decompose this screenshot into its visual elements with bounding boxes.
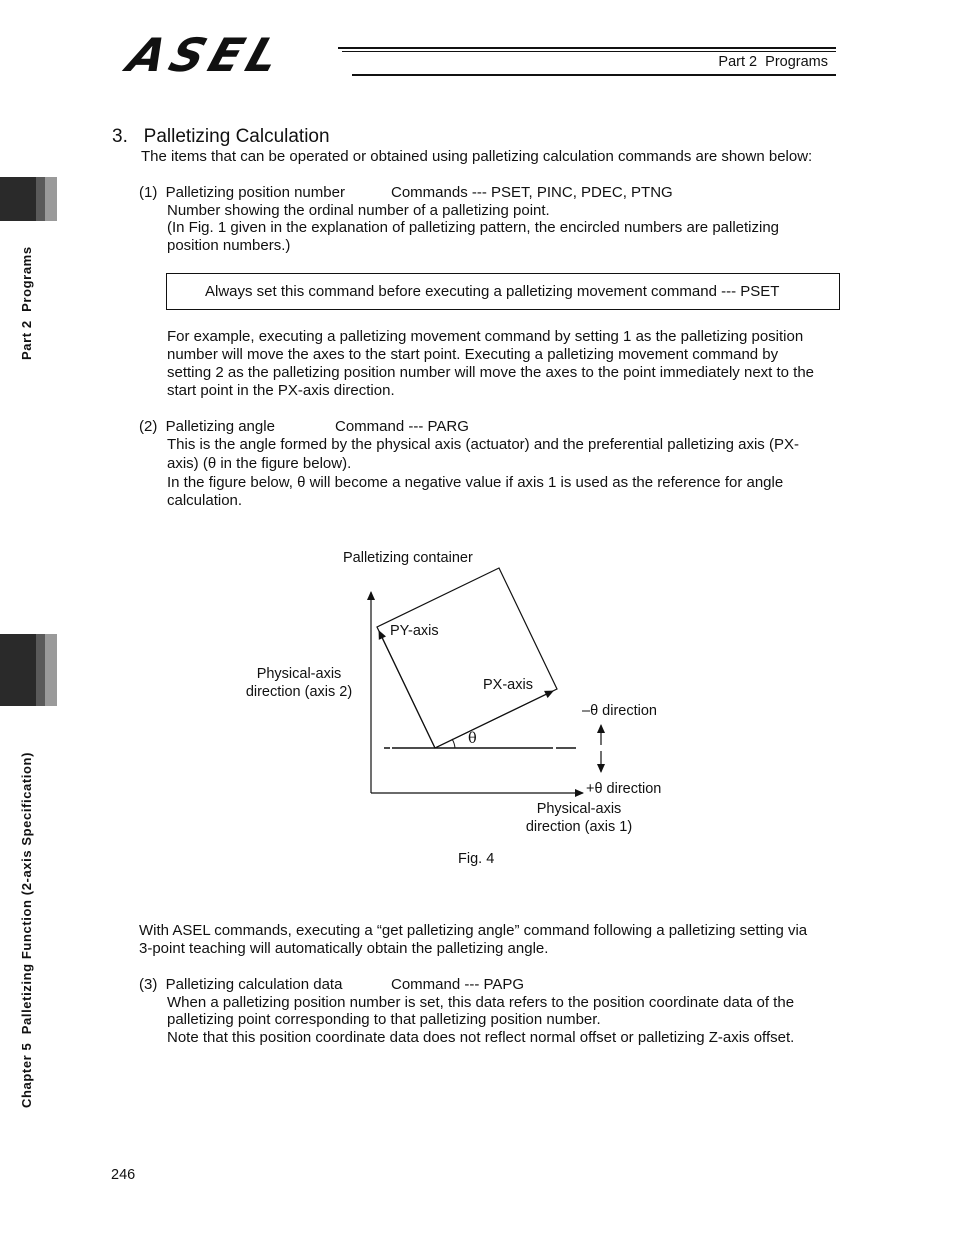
item1-line1: Number showing the ordinal number of a palletizing point. (167, 202, 550, 219)
item2-line-1: This is the angle formed by the physical axis (actuator) and the preferential palletizing axis (PX- (167, 436, 799, 453)
py-axis-label: PY-axis (390, 623, 439, 639)
item3-line-1: When a palletizing position number is set, this data refers to the position coordinate data of the (167, 994, 795, 1011)
item2-line-3: In the figure below, θ will become a negative value if axis 1 is used as the reference for angle (167, 474, 784, 491)
item1-para-3: setting 2 as the palletizing position number will move the axes to the point immediately next to the (167, 364, 815, 381)
theta-arc (452, 739, 455, 748)
item1-line3: position numbers.) (167, 237, 291, 254)
header-part-label: Part 2 Programs (718, 54, 828, 70)
item3-line-2: palletizing point corresponding to that palletizing position number. (167, 1011, 601, 1028)
axis1-label-line1: Physical-axis (536, 801, 622, 817)
item1-para-1: For example, executing a palletizing movement command by setting 1 as the palletizing position (167, 328, 804, 345)
axis2-label-line2: direction (axis 2) (245, 684, 353, 700)
after-fig-line-1: With ASEL commands, executing a “get palletizing angle” command following a palletizing setting via (139, 922, 808, 939)
item2-commands: Command --- PARG (335, 418, 469, 435)
item3-commands: Command --- PAPG (391, 976, 525, 993)
note-box-text: Always set this command before executing a palletizing movement command --- PSET (205, 283, 780, 300)
item3-label: (3) Palletizing calculation data (139, 976, 343, 993)
px-axis-label: PX-axis (483, 677, 533, 693)
section-intro: The items that can be operated or obtained using palletizing calculation commands are shown below: (141, 148, 813, 165)
axis2-label-line1: Physical-axis (256, 666, 342, 682)
item2-line-2: axis) (θ in the figure below). (167, 455, 352, 472)
palletizing-container-shape (377, 568, 557, 748)
side-label-part: Part 2 Programs (19, 246, 34, 360)
section-title: 3. Palletizing Calculation (112, 126, 330, 147)
item1-para-4: start point in the PX-axis direction. (167, 382, 395, 399)
neg-theta-label: –θ direction (582, 703, 657, 719)
item3-line-3: Note that this position coordinate data does not reflect normal offset or palletizing Z-axis offset. (167, 1029, 795, 1046)
figure-caption: Fig. 4 (458, 851, 495, 867)
item1-line2: (In Fig. 1 given in the explanation of palletizing pattern, the encircled numbers are palletizing (167, 219, 780, 236)
container-label: Palletizing container (343, 550, 473, 566)
after-fig-line-2: 3-point teaching will automatically obtain the palletizing angle. (139, 940, 549, 957)
item1-commands: Commands --- PSET, PINC, PDEC, PTNG (391, 184, 673, 201)
item1-para-2: number will move the axes to the start point. Executing a palletizing movement command by (167, 346, 779, 363)
item2-label: (2) Palletizing angle (139, 418, 275, 435)
side-label-chapter: Chapter 5 Palletizing Function (2-axis Specification) (19, 751, 34, 1108)
asel-logo-text: ASEL (121, 28, 293, 82)
pos-theta-label: +θ direction (586, 781, 662, 797)
page-number: 246 (111, 1167, 136, 1183)
axis1-label-line2: direction (axis 1) (525, 819, 633, 835)
theta-label: θ (468, 731, 477, 747)
py-axis-arrow (379, 631, 435, 748)
item2-line-4: calculation. (167, 492, 243, 509)
item1-label: (1) Palletizing position number (139, 184, 345, 201)
